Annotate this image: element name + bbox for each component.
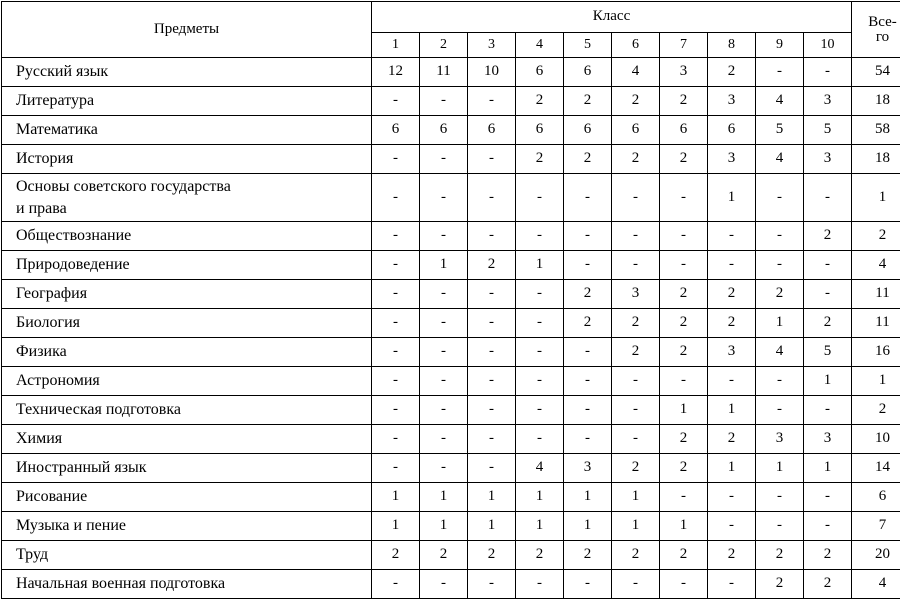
cell-total: 20	[852, 541, 900, 570]
cell-grade-4: 1	[516, 512, 564, 541]
cell-grade-10: 2	[804, 222, 852, 251]
cell-grade-3: 10	[468, 58, 516, 87]
cell-grade-3: -	[468, 454, 516, 483]
cell-grade-7: 1	[660, 396, 708, 425]
cell-grade-9: -	[756, 512, 804, 541]
row-subject-label: Биология	[2, 309, 372, 338]
table-row	[2, 280, 900, 309]
cell-grade-3: 2	[468, 541, 516, 570]
row-subject-label: Труд	[2, 541, 372, 570]
column-header-grade-10: 10	[804, 33, 852, 58]
cell-grade-3: 1	[468, 483, 516, 512]
cell-grade-10: 1	[804, 367, 852, 396]
cell-grade-6: 4	[612, 58, 660, 87]
cell-grade-8: -	[708, 483, 756, 512]
cell-grade-1: -	[372, 280, 420, 309]
cell-grade-1: 12	[372, 58, 420, 87]
cell-grade-10: 3	[804, 87, 852, 116]
cell-grade-6: 3	[612, 280, 660, 309]
cell-grade-5: 3	[564, 454, 612, 483]
cell-total: 1	[852, 367, 900, 396]
cell-grade-5: 6	[564, 116, 612, 145]
cell-grade-9: -	[756, 58, 804, 87]
cell-grade-5: -	[564, 425, 612, 454]
cell-grade-1: -	[372, 396, 420, 425]
cell-grade-6: -	[612, 174, 660, 222]
cell-grade-10: -	[804, 483, 852, 512]
column-header-total-line1: Все-	[852, 15, 900, 30]
cell-grade-8: -	[708, 367, 756, 396]
cell-grade-7: -	[660, 483, 708, 512]
table-row	[2, 309, 900, 338]
cell-grade-1: 2	[372, 541, 420, 570]
cell-grade-1: -	[372, 425, 420, 454]
cell-grade-3: -	[468, 309, 516, 338]
column-header-grade-6: 6	[612, 33, 660, 58]
table-row	[2, 87, 900, 116]
cell-grade-4: 2	[516, 87, 564, 116]
cell-grade-1: -	[372, 222, 420, 251]
cell-grade-2: -	[420, 280, 468, 309]
cell-grade-8: 3	[708, 338, 756, 367]
cell-total: 10	[852, 425, 900, 454]
cell-grade-7: -	[660, 174, 708, 222]
cell-grade-5: 6	[564, 58, 612, 87]
row-subject-label: Химия	[2, 425, 372, 454]
cell-grade-4: -	[516, 425, 564, 454]
cell-total: 2	[852, 222, 900, 251]
cell-grade-2: -	[420, 87, 468, 116]
row-subject-label: Литература	[2, 87, 372, 116]
cell-grade-1: -	[372, 367, 420, 396]
cell-total: 11	[852, 309, 900, 338]
cell-total: 16	[852, 338, 900, 367]
row-subject-label: Природоведение	[2, 251, 372, 280]
row-subject-label: Музыка и пение	[2, 512, 372, 541]
cell-grade-8: 2	[708, 280, 756, 309]
cell-grade-9: -	[756, 396, 804, 425]
cell-grade-8: 1	[708, 454, 756, 483]
cell-grade-2: 1	[420, 483, 468, 512]
table-row	[2, 396, 900, 425]
cell-grade-5: -	[564, 367, 612, 396]
cell-grade-1: -	[372, 87, 420, 116]
cell-grade-10: -	[804, 251, 852, 280]
cell-grade-9: 4	[756, 87, 804, 116]
cell-grade-6: -	[612, 570, 660, 599]
table-row	[2, 541, 900, 570]
cell-grade-3: -	[468, 280, 516, 309]
cell-grade-7: 2	[660, 338, 708, 367]
cell-grade-6: 2	[612, 541, 660, 570]
cell-grade-4: 1	[516, 483, 564, 512]
cell-total: 4	[852, 251, 900, 280]
cell-grade-10: 2	[804, 541, 852, 570]
cell-grade-10: -	[804, 174, 852, 222]
cell-total: 18	[852, 87, 900, 116]
cell-grade-3: -	[468, 174, 516, 222]
cell-grade-2: -	[420, 396, 468, 425]
cell-grade-4: -	[516, 222, 564, 251]
cell-total: 11	[852, 280, 900, 309]
cell-grade-1: -	[372, 570, 420, 599]
document-page	[0, 1, 900, 608]
cell-grade-7: 2	[660, 280, 708, 309]
cell-grade-8: 2	[708, 425, 756, 454]
cell-grade-2: 2	[420, 541, 468, 570]
cell-grade-4: 2	[516, 145, 564, 174]
cell-grade-1: 6	[372, 116, 420, 145]
column-header-total	[852, 2, 900, 58]
cell-grade-6: -	[612, 396, 660, 425]
cell-total: 4	[852, 570, 900, 599]
cell-grade-4: -	[516, 280, 564, 309]
cell-grade-8: 1	[708, 174, 756, 222]
table-row	[2, 367, 900, 396]
cell-grade-4: 6	[516, 116, 564, 145]
cell-grade-7: 6	[660, 116, 708, 145]
cell-total: 1	[852, 174, 900, 222]
cell-grade-4: 4	[516, 454, 564, 483]
cell-grade-8: -	[708, 570, 756, 599]
cell-grade-1: 1	[372, 483, 420, 512]
cell-grade-2: -	[420, 454, 468, 483]
cell-grade-9: -	[756, 483, 804, 512]
cell-grade-2: -	[420, 309, 468, 338]
cell-grade-3: 1	[468, 512, 516, 541]
cell-grade-6: 2	[612, 454, 660, 483]
cell-grade-10: -	[804, 396, 852, 425]
cell-grade-7: 2	[660, 145, 708, 174]
cell-grade-5: -	[564, 174, 612, 222]
cell-grade-6: -	[612, 251, 660, 280]
cell-grade-7: 2	[660, 309, 708, 338]
cell-grade-2: -	[420, 425, 468, 454]
column-header-grade-5: 5	[564, 33, 612, 58]
column-header-grade-8: 8	[708, 33, 756, 58]
cell-grade-1: -	[372, 309, 420, 338]
cell-grade-9: 1	[756, 309, 804, 338]
cell-total: 2	[852, 396, 900, 425]
cell-grade-6: 1	[612, 512, 660, 541]
cell-grade-1: -	[372, 251, 420, 280]
cell-grade-5: 2	[564, 309, 612, 338]
table-header-row-top	[2, 2, 900, 33]
cell-grade-8: 6	[708, 116, 756, 145]
cell-grade-5: 1	[564, 483, 612, 512]
table-body	[2, 58, 900, 599]
cell-grade-10: 1	[804, 454, 852, 483]
cell-grade-2: -	[420, 367, 468, 396]
cell-grade-2: -	[420, 338, 468, 367]
cell-grade-6: 2	[612, 338, 660, 367]
cell-total: 6	[852, 483, 900, 512]
row-subject-label: Физика	[2, 338, 372, 367]
cell-grade-9: 1	[756, 454, 804, 483]
cell-grade-8: 2	[708, 309, 756, 338]
cell-grade-4: -	[516, 396, 564, 425]
cell-grade-5: -	[564, 222, 612, 251]
table-row	[2, 338, 900, 367]
cell-grade-10: -	[804, 512, 852, 541]
column-header-grade-3: 3	[468, 33, 516, 58]
cell-grade-7: 2	[660, 454, 708, 483]
cell-grade-9: 2	[756, 570, 804, 599]
cell-grade-9: 3	[756, 425, 804, 454]
cell-grade-7: -	[660, 570, 708, 599]
cell-grade-5: -	[564, 570, 612, 599]
cell-grade-1: -	[372, 174, 420, 222]
cell-grade-3: -	[468, 367, 516, 396]
cell-grade-8: 3	[708, 145, 756, 174]
cell-grade-10: -	[804, 58, 852, 87]
cell-grade-5: -	[564, 251, 612, 280]
row-subject-label: Техническая подготовка	[2, 396, 372, 425]
cell-grade-4: -	[516, 367, 564, 396]
cell-grade-6: 2	[612, 145, 660, 174]
cell-grade-8: 1	[708, 396, 756, 425]
cell-total: 18	[852, 145, 900, 174]
cell-grade-9: 2	[756, 541, 804, 570]
cell-grade-6: 2	[612, 309, 660, 338]
column-header-total-line2: го	[852, 30, 900, 45]
row-subject-label: Рисование	[2, 483, 372, 512]
curriculum-table	[1, 1, 900, 599]
table-row	[2, 58, 900, 87]
cell-grade-4: -	[516, 309, 564, 338]
cell-grade-2: -	[420, 145, 468, 174]
cell-grade-10: 3	[804, 425, 852, 454]
cell-grade-2: 11	[420, 58, 468, 87]
table-row	[2, 512, 900, 541]
cell-grade-7: 2	[660, 425, 708, 454]
cell-grade-4: -	[516, 338, 564, 367]
table-row	[2, 570, 900, 599]
cell-grade-2: 6	[420, 116, 468, 145]
cell-grade-5: 2	[564, 541, 612, 570]
cell-grade-5: -	[564, 338, 612, 367]
cell-grade-5: 2	[564, 145, 612, 174]
cell-grade-3: -	[468, 570, 516, 599]
cell-grade-8: -	[708, 512, 756, 541]
table-header	[2, 2, 900, 58]
column-header-grade-7: 7	[660, 33, 708, 58]
cell-grade-5: 2	[564, 280, 612, 309]
cell-grade-6: 6	[612, 116, 660, 145]
cell-grade-6: 2	[612, 87, 660, 116]
cell-grade-2: -	[420, 222, 468, 251]
cell-grade-5: -	[564, 396, 612, 425]
cell-grade-9: -	[756, 222, 804, 251]
cell-total: 54	[852, 58, 900, 87]
table-row	[2, 483, 900, 512]
cell-grade-3: -	[468, 338, 516, 367]
column-header-grade-9: 9	[756, 33, 804, 58]
column-header-grade-1: 1	[372, 33, 420, 58]
cell-grade-1: -	[372, 454, 420, 483]
cell-grade-9: 4	[756, 338, 804, 367]
cell-grade-10: 3	[804, 145, 852, 174]
cell-grade-7: 1	[660, 512, 708, 541]
table-row	[2, 222, 900, 251]
cell-grade-10: 5	[804, 116, 852, 145]
cell-grade-1: -	[372, 338, 420, 367]
cell-grade-1: -	[372, 145, 420, 174]
cell-grade-9: -	[756, 251, 804, 280]
cell-grade-2: 1	[420, 251, 468, 280]
cell-grade-5: 2	[564, 87, 612, 116]
cell-grade-7: 2	[660, 87, 708, 116]
column-header-grade-4: 4	[516, 33, 564, 58]
cell-grade-10: 5	[804, 338, 852, 367]
table-row	[2, 145, 900, 174]
cell-grade-9: -	[756, 367, 804, 396]
row-subject-label	[2, 174, 372, 222]
cell-grade-3: -	[468, 396, 516, 425]
cell-grade-4: 6	[516, 58, 564, 87]
row-subject-label: Математика	[2, 116, 372, 145]
cell-total: 7	[852, 512, 900, 541]
cell-grade-9: -	[756, 174, 804, 222]
cell-grade-4: 2	[516, 541, 564, 570]
cell-grade-9: 5	[756, 116, 804, 145]
cell-grade-7: 3	[660, 58, 708, 87]
cell-grade-3: 2	[468, 251, 516, 280]
cell-grade-7: -	[660, 367, 708, 396]
cell-grade-5: 1	[564, 512, 612, 541]
cell-grade-4: -	[516, 570, 564, 599]
row-subject-label: Иностранный язык	[2, 454, 372, 483]
cell-grade-10: -	[804, 280, 852, 309]
cell-grade-10: 2	[804, 309, 852, 338]
cell-grade-7: -	[660, 222, 708, 251]
cell-grade-6: -	[612, 425, 660, 454]
cell-grade-8: -	[708, 222, 756, 251]
row-subject-label: История	[2, 145, 372, 174]
cell-grade-4: -	[516, 174, 564, 222]
row-subject-label: Обществознание	[2, 222, 372, 251]
column-header-class-group: Класс	[372, 2, 852, 33]
row-subject-label: География	[2, 280, 372, 309]
cell-grade-6: -	[612, 367, 660, 396]
table-row	[2, 251, 900, 280]
cell-grade-8: 2	[708, 541, 756, 570]
cell-grade-3: -	[468, 222, 516, 251]
cell-grade-9: 2	[756, 280, 804, 309]
table-row	[2, 425, 900, 454]
cell-grade-4: 1	[516, 251, 564, 280]
cell-grade-8: 2	[708, 58, 756, 87]
cell-total: 14	[852, 454, 900, 483]
cell-grade-6: 1	[612, 483, 660, 512]
cell-grade-2: 1	[420, 512, 468, 541]
column-header-subject: Предметы	[2, 2, 372, 58]
cell-grade-8: 3	[708, 87, 756, 116]
row-subject-label: Начальная военная подготовка	[2, 570, 372, 599]
row-subject-label-line: и права	[16, 198, 371, 220]
table-row	[2, 116, 900, 145]
table-row	[2, 454, 900, 483]
cell-grade-3: -	[468, 145, 516, 174]
cell-grade-2: -	[420, 570, 468, 599]
row-subject-label: Русский язык	[2, 58, 372, 87]
cell-grade-2: -	[420, 174, 468, 222]
cell-grade-6: -	[612, 222, 660, 251]
row-subject-label-line: Основы советского государства	[16, 176, 371, 198]
cell-grade-7: -	[660, 251, 708, 280]
cell-grade-8: -	[708, 251, 756, 280]
cell-grade-9: 4	[756, 145, 804, 174]
cell-grade-1: 1	[372, 512, 420, 541]
cell-total: 58	[852, 116, 900, 145]
cell-grade-10: 2	[804, 570, 852, 599]
row-subject-label: Астрономия	[2, 367, 372, 396]
table-row	[2, 174, 900, 222]
cell-grade-3: 6	[468, 116, 516, 145]
column-header-grade-2: 2	[420, 33, 468, 58]
cell-grade-7: 2	[660, 541, 708, 570]
cell-grade-3: -	[468, 87, 516, 116]
cell-grade-3: -	[468, 425, 516, 454]
